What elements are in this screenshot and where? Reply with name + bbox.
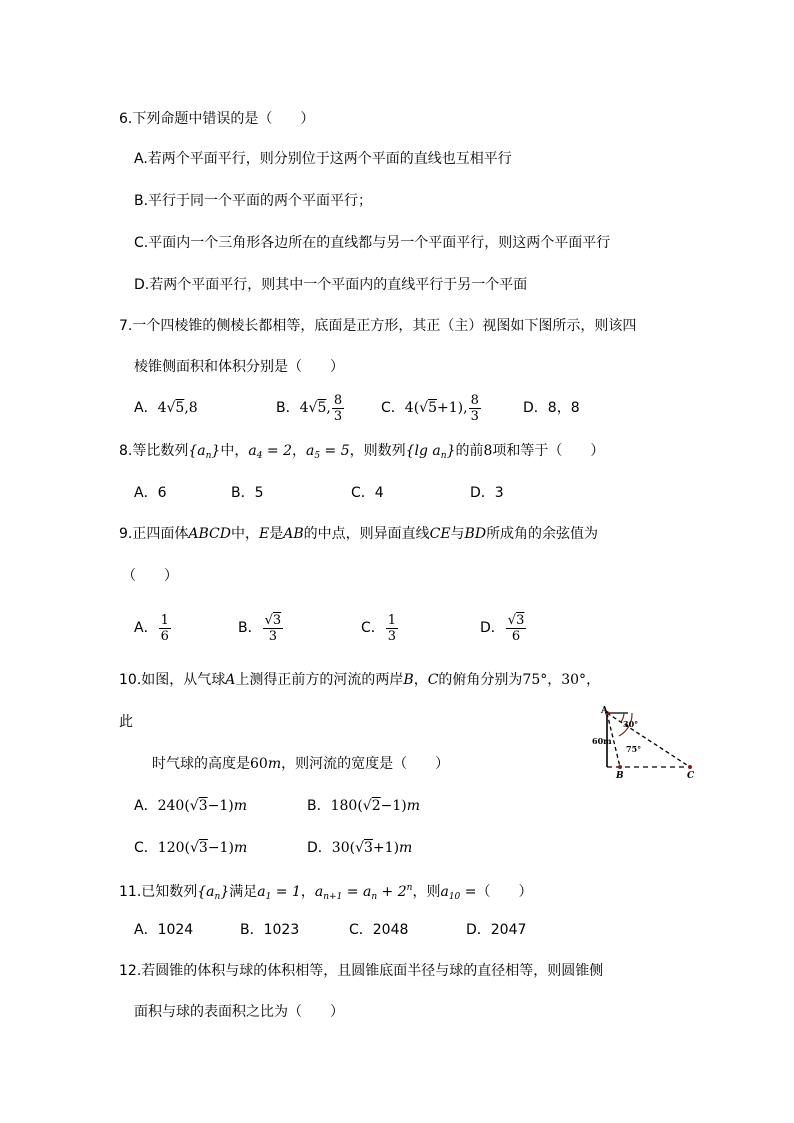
q8-option-b: B．5 (231, 485, 264, 501)
label-b: B (616, 771, 624, 780)
q7-option-b: B．4√5, $\frac{8}{3}$ (276, 392, 343, 424)
point-c-dot (688, 765, 692, 769)
q7-stem-line2: 棱锥侧面积和体积分别是（ ） (134, 359, 344, 375)
q8-option-a: A．6 (134, 485, 167, 501)
q10-option-b: B．180(√2−1)m (307, 798, 421, 814)
q9-option-c: C． $\frac{1}{3}$ (361, 612, 397, 644)
q9-option-a: A． $\frac{1}{6}$ (134, 612, 169, 644)
q6-option-d: D.若两个平面平行，则其中一个平面内的直线平行于另一个平面 (134, 277, 528, 293)
q8-option-d: D．3 (470, 485, 504, 501)
q7-option-c: C．4(√5+1), $\frac{8}{3}$ (381, 392, 479, 424)
q10-stem-line1: 10.如图，从气球A上测得正前方的河流的两岸B，C的俯角分别为75°，30°， (119, 672, 601, 688)
q9-stem: 9.正四面体ABCD中，E是AB的中点，则异面直线CE与BD所成角的余弦值为 (119, 526, 599, 542)
q12-stem-line1: 12.若圆锥的体积与球的体积相等，且圆锥底面半径与球的直径相等，则圆锥侧 (119, 963, 604, 979)
q8-stem: 8.等比数列$\{a_n\}$中，$a_4 = 2$，$a_5 = 5$，则数列{lg $a_n$}的前8项和等于（ ） (119, 443, 605, 461)
q7-option-a: A．4√5,8 (134, 400, 198, 416)
q11-option-b: B．1023 (240, 922, 300, 938)
q10-option-c: C．120(√3−1)m (134, 840, 248, 856)
point-b-dot (618, 765, 622, 769)
q11-option-a: A．1024 (134, 922, 194, 938)
q9-answer-paren: （ ） (122, 568, 178, 584)
q12-stem-line2: 面积与球的表面积之比为（ ） (134, 1004, 344, 1020)
q9-option-b: B． $\frac{√3}{3}$ (238, 612, 282, 644)
label-angle-75: 75° (626, 744, 642, 754)
label-a: A (601, 706, 608, 716)
q10-stem-line2: 此 (119, 714, 133, 730)
q11-option-c: C．2048 (349, 922, 409, 938)
q6-option-a: A.若两个平面平行，则分别位于这两个平面的直线也互相平行 (134, 151, 512, 167)
q11-stem: 11.已知数列$\{a_n\}$满足$a_1 = 1$，$a_{n+1} = a_n + 2^n$，则$a_{10}$ =（ ） (119, 883, 533, 902)
label-c: C (687, 771, 695, 780)
label-angle-30: 30° (623, 719, 639, 729)
q10-option-d: D．30(√3+1)m (307, 840, 413, 856)
q10-stem-line3: 时气球的高度是60m，则河流的宽度是（ ） (152, 756, 450, 772)
label-height: 60m (592, 736, 612, 746)
q7-option-d: D．8，8 (523, 400, 580, 416)
q10-option-a: A．240(√3−1)m (134, 798, 248, 814)
q9-option-d: D． $\frac{√3}{6}$ (480, 612, 525, 644)
sight-line-c (607, 713, 690, 767)
q11-option-d: D．2047 (466, 922, 527, 938)
q6-stem: 6.下列命题中错误的是（ ） (119, 111, 315, 127)
q6-option-b: B.平行于同一个平面的两个平面平行； (134, 193, 373, 209)
balloon-river-diagram (592, 704, 702, 780)
q7-stem-line1: 7.一个四棱锥的侧棱长都相等，底面是正方形，其正（主）视图如下图所示，则该四 (119, 318, 637, 334)
q6-option-c: C.平面内一个三角形各边所在的直线都与另一个平面平行，则这两个平面平行 (134, 235, 611, 251)
q8-option-c: C．4 (351, 485, 384, 501)
